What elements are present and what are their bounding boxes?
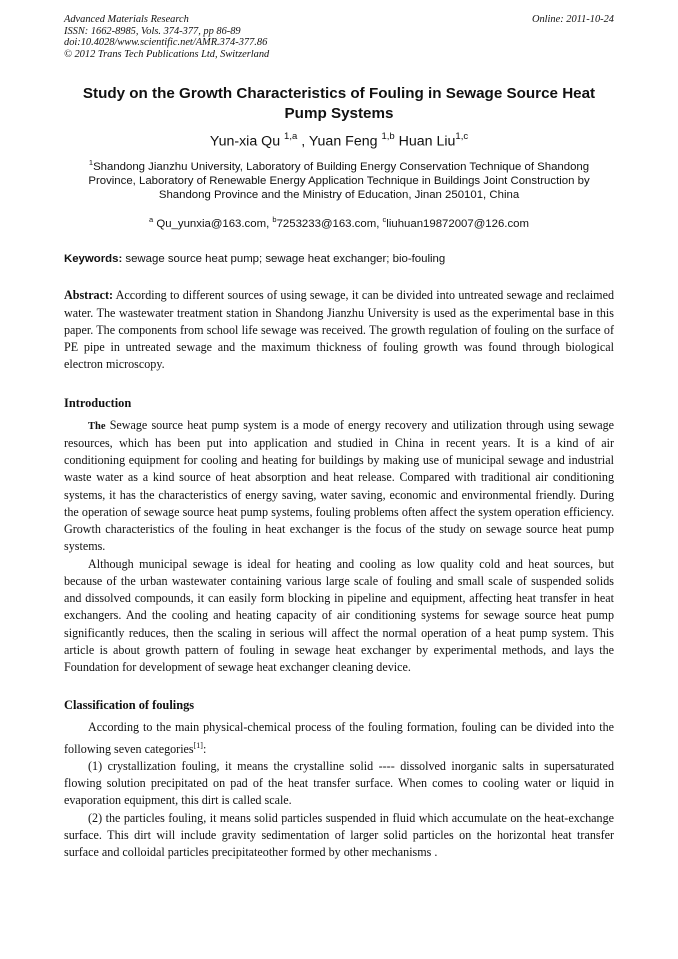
affiliation-mark: 1	[88, 158, 94, 168]
keywords-text: sewage source heat pump; sewage heat exchanger; bio-fouling	[125, 253, 446, 266]
abstract	[64, 287, 614, 373]
doi-line: doi:10.4028/www.scientific.net/AMR.374-377.86	[64, 37, 268, 49]
email-separator: ,	[266, 217, 273, 230]
classification-item: (1) crystallization fouling, it means the crystalline solid ---- dissolved inorganic salts in supersaturated flowing solution precipitated on pad of the heat transfer surface. When comes to cooling water or liquid in evaporation equipment, this dirt is called scale.	[64, 758, 614, 808]
classification-paragraph	[64, 719, 614, 758]
issn-line: ISSN: 1662-8985, Vols. 374-377, pp 86-89	[64, 25, 241, 37]
author-affil-mark: 1,a	[284, 131, 298, 143]
introduction-paragraph	[64, 417, 614, 556]
paper-title: Study on the Growth Characteristics of Fouling in Sewage Source Heat Pump Systems	[82, 85, 596, 123]
email-address: 7253233@163.com	[276, 217, 377, 230]
copyright-line: © 2012 Trans Tech Publications Ltd, Switzerland	[64, 48, 270, 60]
run-in-word: The	[88, 420, 106, 432]
email-line	[64, 213, 614, 231]
author-affil-mark: 1,c	[455, 131, 469, 143]
classification-item: (2) the particles fouling, it means solid particles suspended in fluid which accumulate on the heat-exchange surface. This dirt will include gravity sedimentation of larger solid particles on the horizontal heat transfer surface and colloidal particles precipitateother formed by other mechanisms .	[64, 810, 614, 860]
keywords	[64, 252, 614, 266]
email-address: liuhuan19872007@126.com	[386, 217, 529, 230]
classification-heading: Classification of foulings	[64, 698, 195, 713]
paper-page	[64, 14, 614, 861]
affiliation-text: Shandong Jianzhu University, Laboratory of Building Energy Conservation Technique of Shandong Province, Laboratory of Renewable Energy Application Technique in Buildings Joint Construction by Shandong Province and the Ministry of Education, Jinan 250101, China	[88, 160, 590, 202]
author-affil-mark: 1,b	[381, 131, 395, 143]
email-mark: b	[272, 214, 277, 224]
email-address: Qu_yunxia@163.com	[156, 217, 267, 230]
paragraph-end: :	[202, 741, 207, 756]
author-name: Huan Liu	[398, 134, 456, 151]
author-name: Yuan Feng	[308, 134, 378, 151]
author-name: Yun-xia Qu	[209, 134, 281, 151]
abstract-text: According to different sources of using sewage, it can be divided into untreated sewage and reclaimed water. The wastewater treatment station in Shandong Jianzhu University is used as the experimental base in this paper. The components from school life sewage was received. The growth regulation of fouling on the surface of PE pipe in untreated sewage and the maximum thickness of fouling growth was found through biological electron microscopy.	[64, 288, 614, 372]
paragraph-text: Sewage source heat pump system is a mode of energy recovery and utilization through using sewage resources, which has been put into application and studied in China in recent years. It is a kind of air conditioning equipment for cooling and heating for buildings by making use of municipal sewage and industrial waste water as a kind source of heat absorption and heat release. Compared with traditional air conditioning systems, it has the characteristics of energy saving, water saving, economic and environmental friendly. During the operation of sewage source heat pump systems, fouling problems often affect the system operation efficiency. Growth characteristics of the fouling in heat exchanger is the focus of the study on sewage source heat pump systems.	[64, 417, 614, 554]
author-separator: ,	[301, 134, 309, 151]
citation-ref: [1]	[193, 740, 203, 750]
email-mark: a	[149, 214, 154, 224]
introduction-heading: Introduction	[64, 395, 132, 410]
author-line	[64, 128, 614, 152]
email-separator: ,	[376, 217, 383, 230]
abstract-label: Abstract:	[64, 288, 114, 303]
introduction-paragraph: Although municipal sewage is ideal for heating and cooling as low quality cold and heat sources, but because of the urban wastewater containing various large scale of fouling and small scale of suspended solids and dissolved compounds, it can easily form blocking in pipeline and equipment, affecting heat transfer in heat exchangers. And the cooling and heating capacity of air conditioning systems for sewage source heat pump significantly reduces, then the scaling in serious will affect the normal operation of a heat pump system. This article is about growth pattern of fouling in sewage heat exchanger by experimental methods, and lays the Foundation for development of sewage heat exchanger cleaning device.	[64, 556, 614, 675]
paragraph-text: According to the main physical-chemical process of the fouling formation, fouling can be divided into the following seven categories	[64, 720, 614, 756]
email-mark: c	[382, 214, 387, 224]
affiliation	[64, 156, 614, 202]
online-date: Online: 2011-10-24	[531, 14, 614, 25]
journal-header	[64, 14, 614, 60]
journal-name: Advanced Materials Research	[64, 14, 189, 25]
keywords-label: Keywords:	[64, 253, 123, 266]
